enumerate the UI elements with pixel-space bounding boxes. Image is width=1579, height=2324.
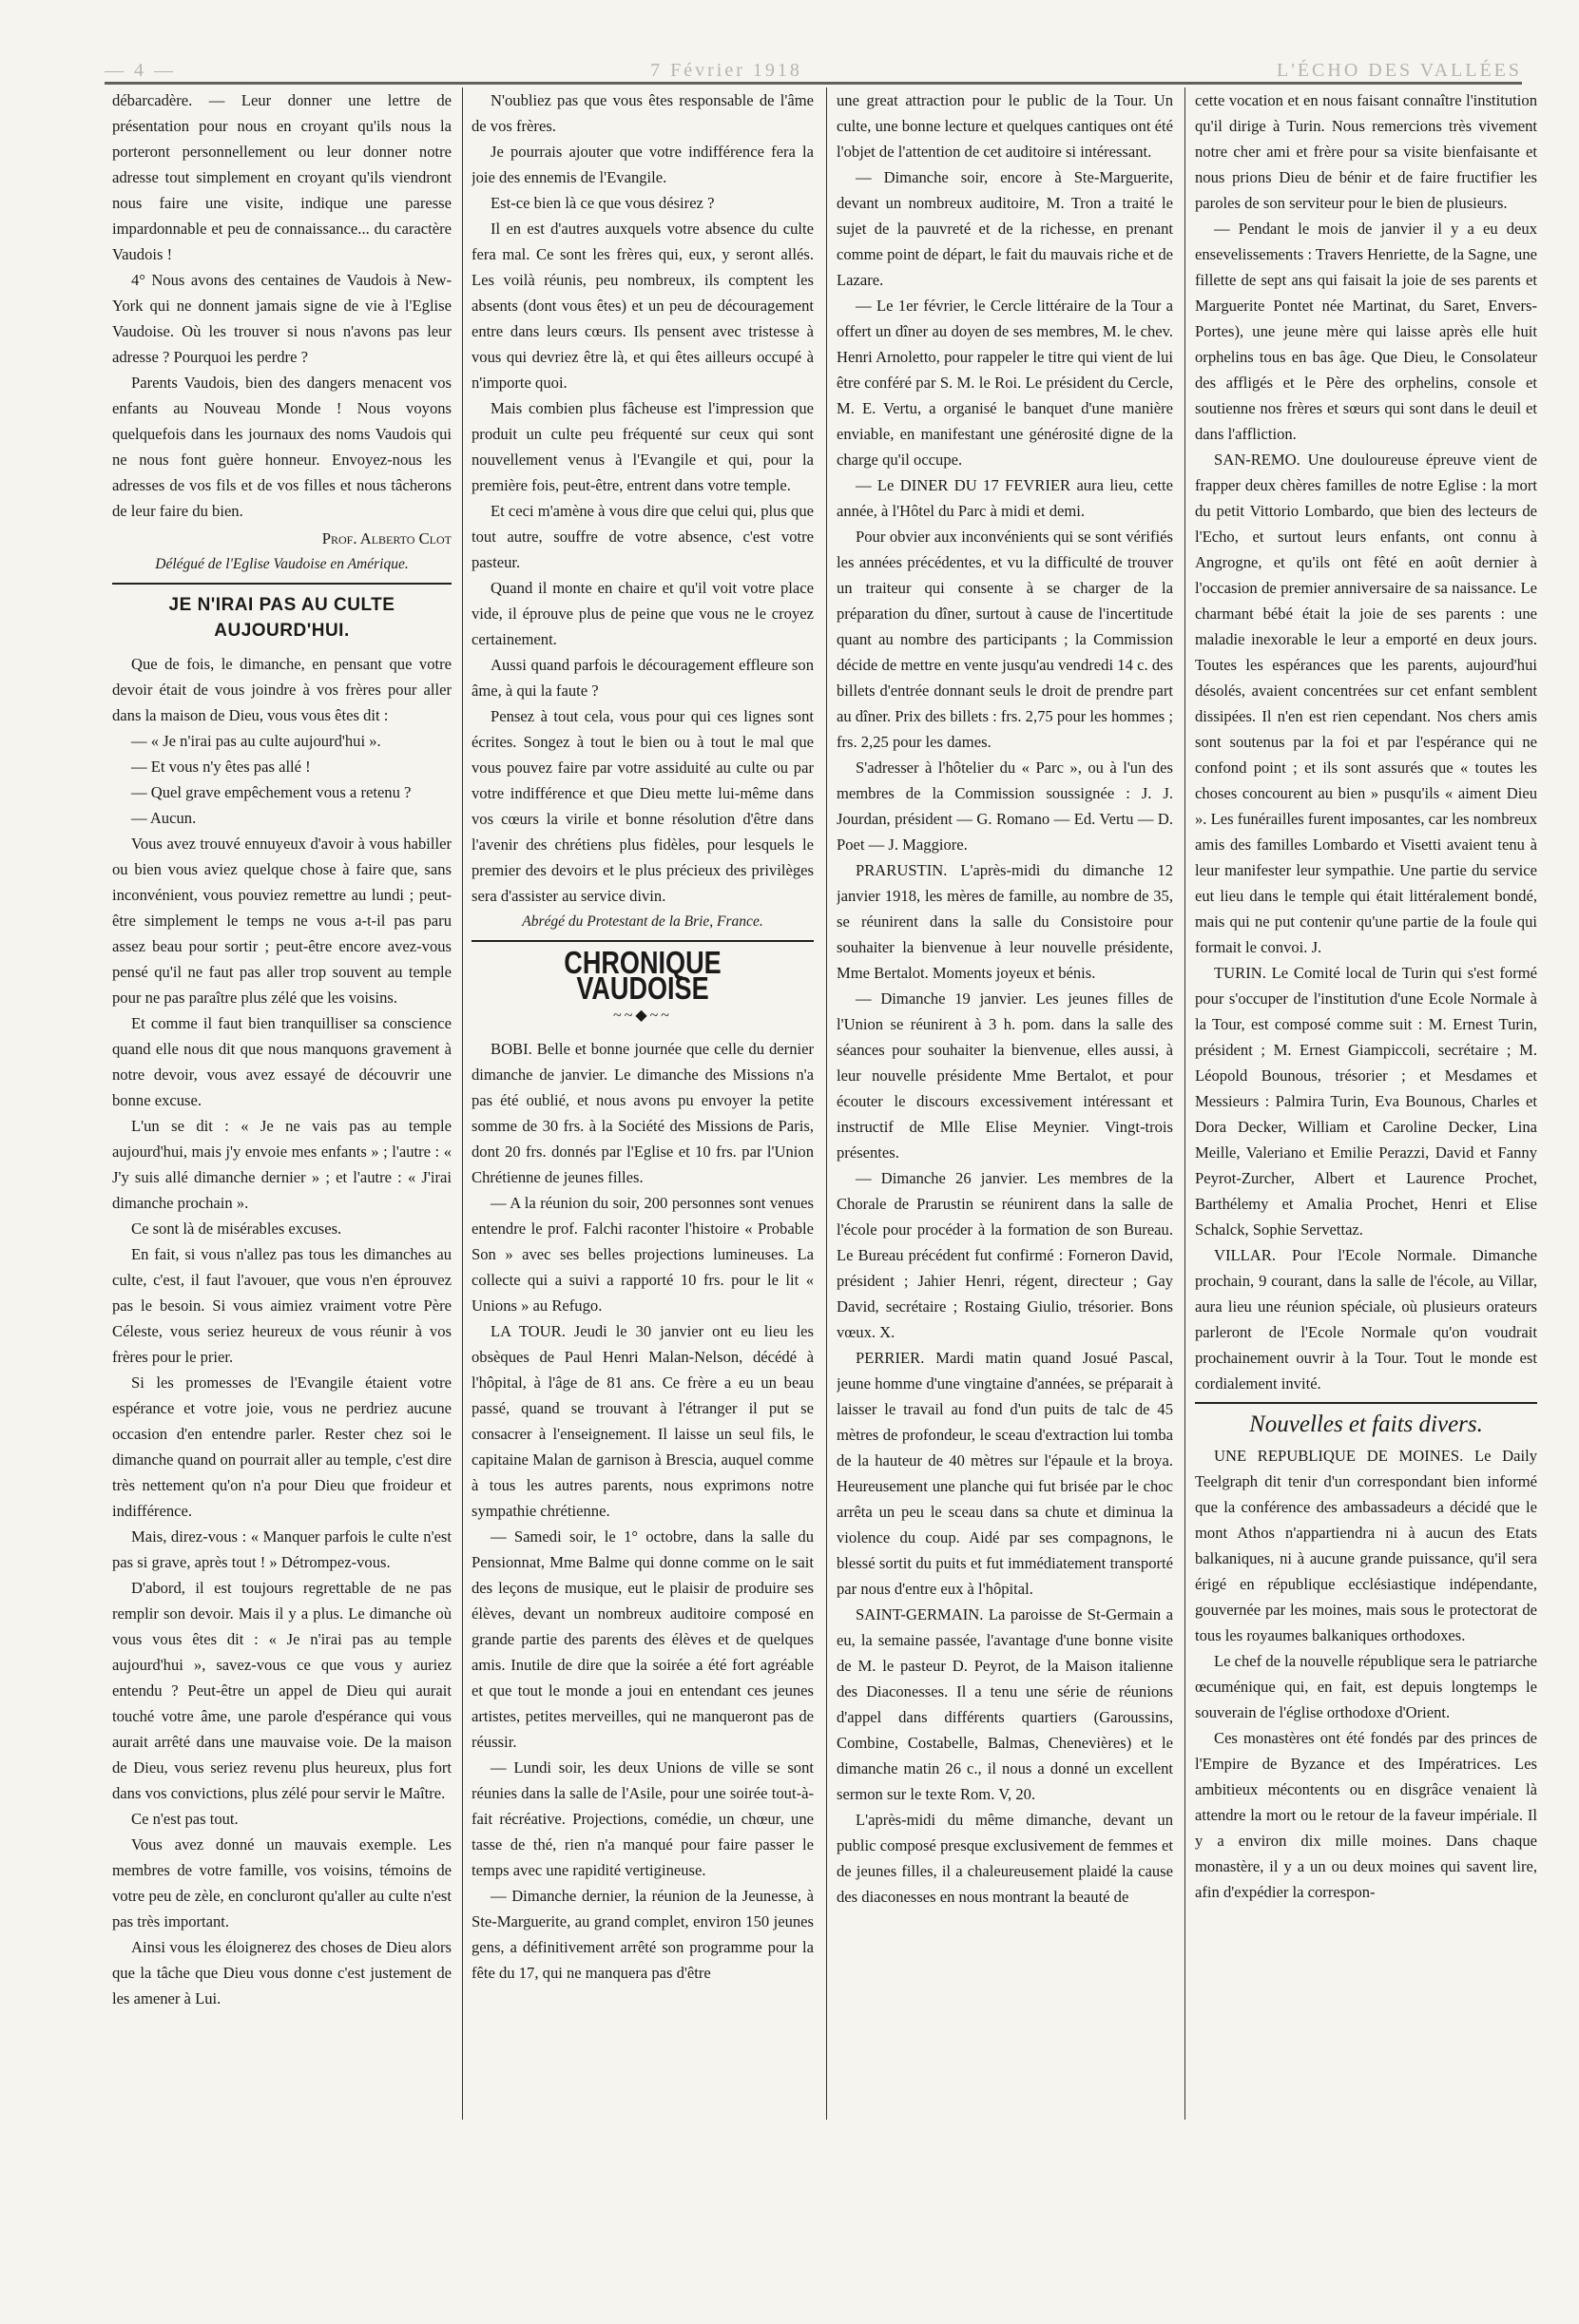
paragraph: S'adresser à l'hôtelier du « Parc », ou à l'un des membres de la Commission soussignée : J. J. Jourdan, président — G. Romano — Ed. Vertu — D. Poet — J. Maggiore.: [837, 759, 1173, 854]
paragraph: — Le DINER DU 17 FEVRIER aura lieu, cette année, à l'Hôtel du Parc à midi et demi.: [837, 476, 1173, 520]
section-divider: [1195, 1402, 1537, 1404]
paragraph: — Le 1er février, le Cercle littéraire de la Tour a offert un dîner au doyen de ses membres, M. le chev. Henri Arnoletto, pour rappeler le titre qui vient de lui être conféré par S. M. le Roi. Le président du Cercle, M. E. Vertu, a organisé le banquet d'une manière enviable, en manifestant une générosité digne de la charge qu'il occupe.: [837, 297, 1173, 469]
paragraph: Parents Vaudois, bien des dangers menacent vos enfants au Nouveau Monde ! Nous voyons quelquefois dans les journaux des noms Vaudois qui ne nous font guère honneur. Envoyez-nous les adresses de vos fils et de vos filles et nous tâcherons de leur faire du bien.: [112, 374, 452, 520]
paragraph: TURIN. Le Comité local de Turin qui s'est formé pour s'occuper de l'institution d'une Ecole Normale à la Tour, est composé comme suit : M. Ernest Turin, président ; M. Ernest Giampiccoli, secrétaire ; M. Léopold Bounous, trésorier ; et Mesdames et Messieurs : Palmira Turin, Eva Bounous, Charles et Dora Decker, William et Caroline Decker, Lina Meille, Valeriano et Emilie Perazzi, David et Fanny Peyrot-Zurcher, Albert et Laurence Prochet, Barthélemy et Amalia Prochet, Henri et Elise Schalck, Sophie Servettaz.: [1195, 964, 1537, 1239]
paragraph: Mais combien plus fâcheuse est l'impression que produit un culte peu fréquenté sur ceux qui sont nouvellement venus à l'Evangile et qui, pour la première fois, peut-être, entrent dans votre temple.: [472, 399, 814, 494]
paragraph: — Lundi soir, les deux Unions de ville se sont réunies dans la salle de l'Asile, pour une soirée tout-à-fait récréative. Projections, comédie, un chœur, une tasse de thé, rien n'a manqué pour faire passer le temps avec une rapidité vertigineuse.: [472, 1758, 814, 1879]
section-title: CHRONIQUE VAUDOISE: [564, 945, 722, 1006]
paragraph: Vous avez donné un mauvais exemple. Les membres de votre famille, vos voisins, témoins de votre peu de zèle, en concluront qu'aller au culte n'est pas très important.: [112, 1835, 452, 1930]
paragraph: PRARUSTIN. L'après-midi du dimanche 12 janvier 1918, les mères de famille, au nombre de 35, se réunirent dans la salle du Consistoire pour souhaiter la bienvenue à leur nouvelle présidente, Mme Bertalot. Moments joyeux et bénis.: [837, 861, 1173, 982]
section-divider: [112, 583, 452, 585]
article-title: JE N'IRAI PAS AU CULTE AUJOURD'HUI.: [168, 595, 395, 641]
column-rule: [1184, 87, 1185, 2120]
author-role: Délégué de l'Eglise Vaudoise en Amérique.: [155, 556, 409, 572]
paragraph: N'oubliez pas que vous êtes responsable de l'âme de vos frères.: [472, 91, 814, 135]
paragraph: LA TOUR. Jeudi le 30 janvier ont eu lieu les obsèques de Paul Henri Malan-Nelson, décédé à l'hôpital, à l'âge de 81 ans. Ce frère a eu un beau passé, quand se trouvant à l'étranger il put se consacrer à l'enseignement. Il laisse un seul fils, le capitaine Malan de garnison à Brescia, auquel comme à tous les autres parents, nous exprimons notre sympathie chrétienne.: [472, 1322, 814, 1520]
paragraph: Quand il monte en chaire et qu'il voit votre place vide, il éprouve plus de peine que vous ne le croyez certainement.: [472, 579, 814, 648]
source-note: Abrégé du Protestant de la Brie, France.: [522, 913, 763, 930]
paragraph: UNE REPUBLIQUE DE MOINES. Le Daily Teelgraph dit tenir d'un correspondant bien informé que la conférence des ambassadeurs a décidé que le mont Athos n'appartiendra ni à aucun des Etats balkaniques, ni à aucune grande puissance, qu'il sera érigé en république ecclésiastique indépendante, gouvernée par les moines, mais sous le protectorat de tous les royaumes balkaniques orthodoxes.: [1195, 1447, 1537, 1644]
ornament: ~~◆~~: [613, 1008, 672, 1024]
paragraph: SAINT-GERMAIN. La paroisse de St-Germain a eu, la semaine passée, l'avantage d'une bonne visite de M. le pasteur D. Peyrot, de la Maison italienne des Diaconesses. Il a tenu une série de réunions d'appel dans différents quartiers (Garoussins, Combine, Costabelle, Balmas, Chenevières) et le dimanche matin 26 c., il nous a donné un excellent sermon sur le texte Rom. V, 20.: [837, 1605, 1173, 1803]
paragraph: Il en est d'autres auxquels votre absence du culte fera mal. Ce sont les frères qui, eux, y seront allés. Les voilà réunis, peu nombreux, ils comptent les absents (dont vous êtes) et un peu de découragement entre dans leurs cœurs. Ils pensent avec tristesse à vous qui devriez être là, et qui êtes ailleurs occupé à n'importe quoi.: [472, 220, 814, 392]
paragraph: Pour obvier aux inconvénients qui se sont vérifiés les années précédentes, et vu la difficulté de trouver un traiteur qui consente à se charger de la préparation du dîner, surtout à cause de l'incertitude quant au nombre des participants ; la Commission décide de mettre en vente jusqu'au vendredi 14 c. des billets d'entrée donnant seuls le droit de prendre part au dîner. Prix des billets : frs. 2,75 pour les hommes ; frs. 2,25 pour les dames.: [837, 528, 1173, 751]
paragraph: — Samedi soir, le 1° octobre, dans la salle du Pensionnat, Mme Balme qui donne comme on le sait des leçons de musique, eut le plaisir de produire ses élèves, devant un nombreux auditoire composé en grande partie des parents des élèves et de quelques amis. Inutile de dire que la soirée a été fort agréable et que tout le monde a joui en entendant ces jeunes artistes, petites merveilles, qui ne manqueront pas de réussir.: [472, 1527, 814, 1751]
paragraph: Est-ce bien là ce que vous désirez ?: [491, 194, 715, 212]
paragraph: L'après-midi du même dimanche, devant un public composé presque exclusivement de femmes et de jeunes filles, il a chaleureusement plaidé la cause des diaconesses en nous montrant la beauté de: [837, 1811, 1173, 1906]
column-4: [1195, 87, 1537, 2124]
paragraph: Ainsi vous les éloignerez des choses de Dieu alors que la tâche que Dieu vous donne c'est justement de les amener à Lui.: [112, 1938, 452, 2007]
column-3: [837, 87, 1173, 2124]
header-right: L'ÉCHO DES VALLÉES: [1277, 60, 1522, 81]
page-header: [105, 60, 1522, 85]
paragraph: — Quel grave empêchement vous a retenu ?: [131, 783, 412, 801]
paragraph: Et comme il faut bien tranquilliser sa conscience quand elle nous dit que nous manquons gravement à notre devoir, vous avez essayé de découvrir une bonne excuse.: [112, 1014, 452, 1109]
paragraph: 4° Nous avons des centaines de Vaudois à New-York qui ne donnent jamais signe de vie à l'Eglise Vaudoise. Où les trouver si nous n'avons pas leur adresse ? Pourquoi les perdre ?: [112, 271, 452, 366]
column-rule: [462, 87, 463, 2120]
paragraph: BOBI. Belle et bonne journée que celle du dernier dimanche de janvier. Le dimanche des Missions n'a pas été oublié, et nous avons pu envoyer la petite somme de 30 frs. à la Société des Missions de Paris, dont 20 frs. donnés par l'Eglise et 10 frs. par l'Union Chrétienne de jeunes filles.: [472, 1040, 814, 1186]
paragraph: SAN-REMO. Une douloureuse épreuve vient de frapper deux chères familles de notre Eglise : la mort du petit Vittorio Lombardo, que bien des lecteurs de l'Echo, et surtout leurs enfants, ont connu à Angrogne, et qu'ils ont fêté en août dernier à l'occasion de premier anniversaire de sa naissance. Le charmant bébé était la joie de ses parents : une maladie inexorable le leur a emporté en deux jours. Toutes les espérances que les parents, aujourd'hui désolés, avaient concentrées sur cet enfant semblent dissipées. Il n'en est rien cependant. Nos chers amis sont soutenus par la foi et par l'espérance qui ne confond point ; et ils sont assurés que « toutes les choses concourent au bien » pusqu'ils « aiment Dieu ». Les funérailles furent imposantes, car les nombreux amis des familles Lombardo et Visetti avaient tenu à leur manifester leur sympathie. Une partie du service eut lieu dans le temple qui était littéralement bondé, mais qui ne put contenir qu'une partie de la foule qui formait le convoi. J.: [1195, 451, 1537, 956]
column-rule: [826, 87, 827, 2120]
paragraph: Ces monastères ont été fondés par des princes de l'Empire de Byzance et des Impératrices. Les ambitieux mécontents ou en disgrâce venaient là attendre la mort ou le retour de la faveur impériale. Il y a environ dix mille moines. Dans chaque monastère, il y a un ou deux moines qui savent lire, afin d'expédier la correspon-: [1195, 1729, 1537, 1901]
paragraph: — Dimanche 26 janvier. Les membres de la Chorale de Prarustin se réunirent dans la salle de l'école pour procéder à la formation de son Bureau. Le Bureau précédent fut confirmé : Forneron David, président ; Jahier Henri, régent, directeur ; Gay David, secrétaire ; Rostaing Giulio, trésorier. Bons vœux. X.: [837, 1169, 1173, 1341]
paragraph: cette vocation et en nous faisant connaître l'institution qu'il dirige à Turin. Nous remercions très vivement notre cher ami et frère pour sa visite bienfaisante et nous prions Dieu de bénir et de faire fructifier les paroles de son serviteur pour le bien de plusieurs.: [1195, 91, 1537, 212]
paragraph: — Dimanche soir, encore à Ste-Marguerite, devant un nombreux auditoire, M. Tron a traité le sujet de la pauvreté et de la richesse, en prenant comme point de départ, le fait du mauvais riche et de Lazare.: [837, 168, 1173, 289]
column-2: [472, 87, 814, 2124]
paragraph: — Aucun.: [131, 809, 197, 827]
paragraph: — A la réunion du soir, 200 personnes sont venues entendre le prof. Falchi raconter l'histoire « Probable Son » avec ses belles projections lumineuses. La collecte qui a suivi a rapporté 10 frs. pour le lit « Unions » au Refugo.: [472, 1194, 814, 1315]
paragraph: D'abord, il est toujours regrettable de ne pas remplir son devoir. Mais il y a plus. Le dimanche où vous vous êtes dit : « Je n'irai pas au temple aujourd'hui », savez-vous ce que vous y auriez entendu ? Peut-être un appel de Dieu qui aurait touché votre âme, une parole d'espérance qui vous aurait arrêté dans une mauvaise voie. De la maison de Dieu, vous seriez revenu plus heureux, plus fort dans vos convictions, plus zélé pour servir le Maître.: [112, 1579, 452, 1802]
paragraph: — Pendant le mois de janvier il y a eu deux ensevelissements : Travers Henriette, de la Sagne, une fillette de sept ans qui faisait la joie de ses parents et Marguerite Pontet née Martinat, du Saret, Envers-Portes), une jeune mère qui laisse après elle huit orphelins tous en bas âge. Que Dieu, le Consolateur des affligés et le Père des orphelins, console et soutienne nos frères et sœurs qui sont dans le deuil et dans l'affliction.: [1195, 220, 1537, 443]
paragraph: Ce n'est pas tout.: [131, 1810, 239, 1828]
paragraph: Mais, direz-vous : « Manquer parfois le culte n'est pas si grave, après tout ! » Détrompez-vous.: [112, 1527, 452, 1571]
section-divider: [472, 940, 814, 942]
paragraph: une great attraction pour le public de la Tour. Un culte, une bonne lecture et quelques cantiques ont été l'objet de l'attention de cet auditoire si intéressant.: [837, 91, 1173, 161]
paragraph: VILLAR. Pour l'Ecole Normale. Dimanche prochain, 9 courant, dans la salle de l'école, au Villar, aura lieu une réunion spéciale, où plusieurs orateurs parleront de l'Ecole Normale qu'on voudrait prochainement ouvrir à la Tour. Tout le monde est cordialement invité.: [1195, 1246, 1537, 1392]
paragraph: Vous avez trouvé ennuyeux d'avoir à vous habiller ou bien vous aviez quelque chose à faire que, sans inconvénient, vous pouviez remettre au lundi ; peut-être simplement le temps ne vous a-t-il pas paru assez beau pour sortir ; peut-être encore avez-vous pensé qu'il ne faut pas aller trop souvent au temple pour ne pas paraître plus zélé que les voisins.: [112, 835, 452, 1007]
paragraph: En fait, si vous n'allez pas tous les dimanches au culte, c'est, il faut l'avouer, que vous n'en éprouvez pas le besoin. Si vous aimiez vraiment votre Père Céleste, vous seriez heureux de vous réunir à vos frères pour le prier.: [112, 1245, 452, 1366]
paragraph: — Dimanche dernier, la réunion de la Jeunesse, à Ste-Marguerite, au grand complet, environ 150 jeunes gens, a définitivement arrêté son programme pour la fête du 17, qui ne manquera pas d'être: [472, 1887, 814, 1982]
paragraph: Le chef de la nouvelle république sera le patriarche œcuménique qui, en fait, est depuis longtemps le souverain de l'église orthodoxe d'Orient.: [1195, 1652, 1537, 1721]
author-signature: Prof. Alberto Clot: [321, 529, 452, 547]
paragraph: Si les promesses de l'Evangile étaient votre espérance et votre joie, vous ne perdriez aucune occasion d'en entendre parler. Rester chez soi le dimanche quand on pourrait aller au temple, c'est dire très nettement qu'on n'a pour Dieu que froideur et indifférence.: [112, 1373, 452, 1520]
paragraph: Pensez à tout cela, vous pour qui ces lignes sont écrites. Songez à tout le bien ou à tout le mal que vous pouvez faire par votre assiduité au culte ou par votre indifférence et que Dieu mette lui-même dans vos cœurs la virile et bonne résolution d'être dans l'avenir des chrétiens plus fidèles, pour lesquels le premier des devoirs et le plus précieux des privilèges sera d'assister au service divin.: [472, 707, 814, 905]
column-1: [112, 87, 452, 2124]
paragraph: — Dimanche 19 janvier. Les jeunes filles de l'Union se réunirent à 3 h. pom. dans la salle des séances pour souhaiter la bienvenue, elles aussi, à leur nouvelle présidente Mme Bertalot, et pour écouter le discours excessivement intéressant et instructif de Mlle Elise Meynier. Vingt-trois présentes.: [837, 989, 1173, 1162]
paragraph: L'un se dit : « Je ne vais pas au temple aujourd'hui, mais j'y envoie mes enfants » ; l'autre : « J'y suis allé dimanche dernier » ; et l'autre : « J'irai dimanche prochain ».: [112, 1117, 452, 1212]
header-left: — 4 —: [105, 60, 176, 81]
paragraph: Je pourrais ajouter que votre indifférence fera la joie des ennemis de l'Evangile.: [472, 143, 814, 186]
paragraph: PERRIER. Mardi matin quand Josué Pascal, jeune homme d'une vingtaine d'années, se préparait à laisser le travail au fond d'un puits de talc de 45 mètres de profondeur, le sceau d'extraction lui tomba de la hauteur de 40 mètres sur l'épaule et la broya. Heureusement une planche qui fut brisée par le choc arrêta un peu le sceau dans sa chute et diminua la violence du coup. Aidé par ses compagnons, le blessé sortit du puits et fut immédiatement transporté par nous d'entre eux à l'hôpital.: [837, 1349, 1173, 1598]
paragraph: — Et vous n'y êtes pas allé !: [131, 758, 311, 776]
paragraph: Et ceci m'amène à vous dire que celui qui, plus que tout autre, souffre de votre absence, c'est votre pasteur.: [472, 502, 814, 571]
paragraph: Que de fois, le dimanche, en pensant que votre devoir était de vous joindre à vos frères pour aller dans la maison de Dieu, vous vous êtes dit :: [112, 655, 452, 724]
paragraph: — « Je n'irai pas au culte aujourd'hui ».: [131, 732, 381, 750]
paragraph: débarcadère. — Leur donner une lettre de présentation pour nous en croyant qu'ils nous la porteront personnellement ou leur donner notre adresse tout simplement en croyant qu'ils viendront nous faire une visite, indique une paresse impardonnable et peu de connaissance... du caractère Vaudois !: [112, 91, 452, 263]
paragraph: Aussi quand parfois le découragement effleure son âme, à qui la faute ?: [472, 656, 814, 700]
header-center: 7 Février 1918: [650, 60, 802, 81]
section-title: Nouvelles et faits divers.: [1249, 1412, 1483, 1437]
paragraph: Ce sont là de misérables excuses.: [131, 1220, 342, 1238]
